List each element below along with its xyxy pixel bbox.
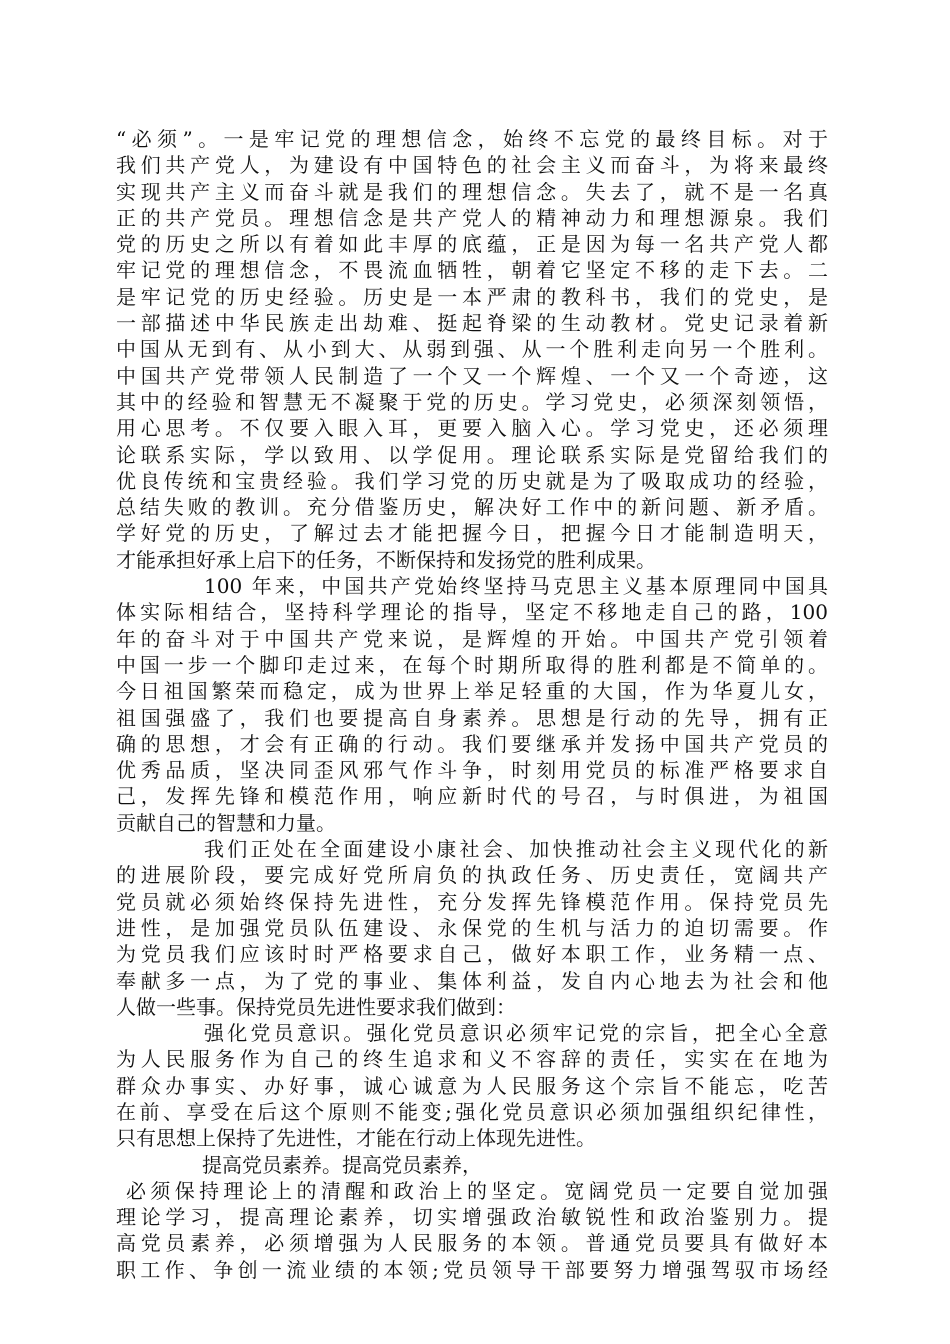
text-line: 贡献自己的智慧和力量。	[116, 810, 336, 835]
text-line: 职工作、争创一流业绩的本领;党员领导干部要努力增强驾驭市场经	[116, 1257, 828, 1282]
text-line: 今日祖国繁荣而稳定，成为世界上举足轻重的大国，作为华夏儿女，	[116, 679, 828, 704]
text-line: 在前、享受在后这个原则不能变;强化党员意识必须加强组织纪律性，	[116, 1099, 828, 1124]
text-line: 党的历史之所以有着如此丰厚的底蕴，正是因为每一名共产党人都	[116, 232, 828, 257]
text-line: 总结失败的教训。充分借鉴历史，解决好工作中的新问题、新矛盾。	[116, 495, 828, 520]
text-line: 体实际相结合，坚持科学理论的指导，坚定不移地走自己的路，100	[116, 600, 828, 625]
text-line: 优秀品质，坚决同歪风邪气作斗争，时刻用党员的标准严格要求自	[116, 758, 828, 783]
text-line: 论联系实际，学以致用、以学促用。理论联系实际是党留给我们的	[116, 442, 828, 467]
text-line: 为党员我们应该时时严格要求自己，做好本职工作，业务精一点、	[116, 942, 828, 967]
text-line: 党员就必须始终保持先进性，充分发挥先锋模范作用。保持党员先	[116, 889, 828, 914]
text-line: 奉献多一点，为了党的事业、集体利益，发自内心地去为社会和他	[116, 968, 828, 993]
text-line: 人做一些事。保持党员先进性要求我们做到：	[116, 994, 516, 1019]
text-line: 进性，是加强党员队伍建设、永保党的生机与活力的迫切需要。作	[116, 915, 828, 940]
text-line: 中国从无到有、从小到大、从弱到强、从一个胜利走向另一个胜利。	[116, 337, 828, 362]
text-line: 群众办事实、办好事，诚心诚意为人民服务这个宗旨不能忘，吃苦	[116, 1073, 828, 1098]
text-line: 用心思考。不仅要入眼入耳，更要入脑入心。学习党史，还必须理	[116, 416, 828, 441]
paragraph-start: 我们正处在全面建设小康社会、加快推动社会主义现代化的新	[204, 837, 828, 862]
text-line: 年的奋斗对于中国共产党来说，是辉煌的开始。中国共产党引领着	[116, 626, 828, 651]
text-line: 的进展阶段，要完成好党所肩负的执政任务、历史责任，宽阔共产	[116, 863, 828, 888]
text-line: 才能承担好承上启下的任务，不断保持和发扬党的胜利成果。	[116, 547, 656, 572]
text-line: 己，发挥先锋和模范作用，响应新时代的号召，与时俱进，为祖国	[116, 784, 828, 809]
text-line: 为人民服务作为自己的终生追求和义不容辞的责任，实实在在地为	[116, 1047, 828, 1072]
paragraph-start: 100 年来，中国共产党始终坚持马克思主义基本原理同中国具	[204, 574, 828, 599]
text-line: 必须保持理论上的清醒和政治上的坚定。宽阔党员一定要自觉加强	[126, 1178, 828, 1203]
text-line: 中国共产党带领人民制造了一个又一个辉煌、一个又一个奇迹，这	[116, 363, 828, 388]
text-line: 正的共产党员。理想信念是共产党人的精神动力和理想源泉。我们	[116, 205, 828, 230]
text-line: 学好党的历史，了解过去才能把握今日，把握今日才能制造明天，	[116, 521, 828, 546]
text-line: 一部描述中华民族走出劫难、挺起脊梁的生动教材。党史记录着新	[116, 311, 828, 336]
body-text	[116, 126, 828, 1283]
text-line: 牢记党的理想信念，不畏流血牺牲，朝着它坚定不移的走下去。二	[116, 258, 828, 283]
paragraph-start: 提高党员素养。提高党员素养，	[202, 1152, 482, 1177]
text-line: 高党员素养，必须增强为人民服务的本领。普通党员要具有做好本	[116, 1231, 828, 1256]
text-line: “必须”。一是牢记党的理想信念，始终不忘党的最终目标。对于	[116, 127, 828, 151]
text-line: 中国一步一个脚印走过来，在每个时期所取得的胜利都是不简单的。	[116, 652, 828, 677]
text-line: 祖国强盛了，我们也要提高自身素养。思想是行动的先导，拥有正	[116, 705, 828, 730]
text-line: 其中的经验和智慧无不凝聚于党的历史。学习党史，必须深刻领悟，	[116, 389, 828, 414]
text-line: 实现共产主义而奋斗就是我们的理想信念。失去了，就不是一名真	[116, 179, 828, 204]
text-line: 是牢记党的历史经验。历史是一本严肃的教科书，我们的党史，是	[116, 284, 828, 309]
paragraph-start: 强化党员意识。强化党员意识必须牢记党的宗旨，把全心全意	[204, 1021, 828, 1046]
text-line: 我们共产党人，为建设有中国特色的社会主义而奋斗，为将来最终	[116, 153, 828, 178]
text-line: 只有思想上保持了先进性，才能在行动上体现先进性。	[116, 1126, 596, 1151]
text-line: 确的思想，才会有正确的行动。我们要继承并发扬中国共产党员的	[116, 731, 828, 756]
text-line: 优良传统和宝贵经验。我们学习党的历史就是为了吸取成功的经验，	[116, 468, 828, 493]
text-line: 理论学习，提高理论素养，切实增强政治敏锐性和政治鉴别力。提	[116, 1205, 828, 1230]
